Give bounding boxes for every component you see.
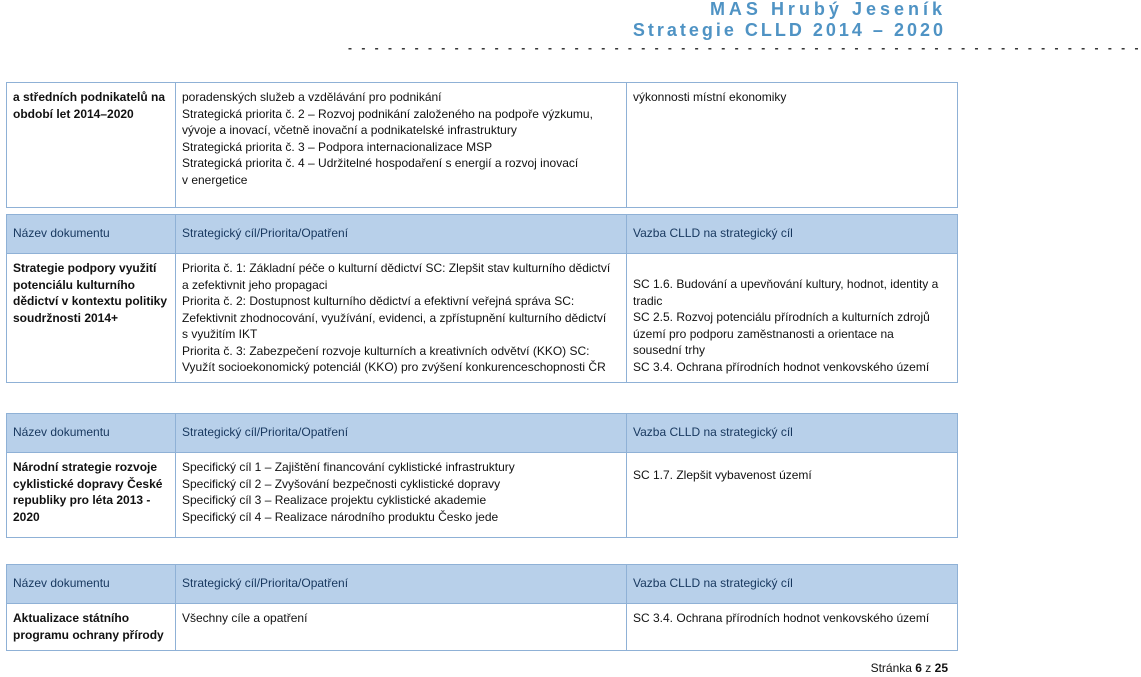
header-subtitle: Strategie CLLD 2014 – 2020 [632,20,946,40]
goal-cell [176,254,627,383]
goal-line: Zefektivnit zhodnocování, využívání, evidenci, a zpřístupnění kulturního dědictví [182,310,607,325]
goal-line: Strategická priorita č. 3 – Podpora internacionalizace MSP [182,139,493,154]
doc-name: Národní strategie rozvoje cyklistické dopravy České republiky pro léta 2013 - 2020 [7,453,176,538]
link-line: území pro podporu zaměstnanosti a orientace na [633,326,894,341]
link-cell [627,453,958,538]
header-title: MAS Hrubý Jeseník [709,0,946,19]
link-line: SC 3.4. Ochrana přírodních hodnot venkovského území [633,611,930,625]
header-goal: Strategický cíl/Priorita/Opatření [176,215,627,254]
top-continuation-table [6,82,958,208]
goal-line: Využít socioekonomický potenciál (KKO) pro zvýšení konkurenceschopnosti ČR [182,360,606,374]
goal-line: Priorita č. 2: Dostupnost kulturního dědictví a efektivní veřejná správa SC: [182,294,575,308]
header-document: Název dokumentu [7,215,176,254]
goal-line: Specifický cíl 4 – Realizace národního produktu Česko jede [182,509,499,524]
goal-cell [176,604,627,651]
goal-line: Všechny cíle a opatření [182,611,308,625]
header-goal: Strategický cíl/Priorita/Opatření [176,565,627,604]
goal-line: vývoje a inovací, včetně inovační a podnikatelské infrastruktury [182,123,517,137]
goal-line: Specifický cíl 3 – Realizace projektu cyklistické akademie [182,493,487,507]
footer-total-pages: 25 [934,661,948,675]
table-row [7,83,958,208]
table-row [7,604,958,651]
header-dash-rule: - - - - - - - - - - - - - - - - - - - - - - - - - - - - - - - - - - - - - - - - - - - - - - - - - - - - - - - - - - - - [348,41,1141,55]
link-line: SC 2.5. Rozvoj potenciálu přírodních a kulturních zdrojů [633,310,930,324]
goal-line: a zefektivnit jeho propagaci [182,277,328,292]
footer-prefix: Stránka [870,661,912,675]
strategy-table-1 [6,214,958,383]
table-header-row [7,215,958,254]
link-line: SC 1.6. Budování a upevňování kultury, hodnot, identity a [633,277,939,291]
strategy-table-2 [6,413,958,538]
link-line: SC 3.4. Ochrana přírodních hodnot venkovského území [633,359,930,374]
table-header-row [7,565,958,604]
goal-line: Priorita č. 1: Základní péče o kulturní dědictví SC: Zlepšit stav kulturního dědictví [182,261,611,275]
header-goal: Strategický cíl/Priorita/Opatření [176,414,627,453]
link-line: sousední trhy [633,343,706,357]
top-link-cell: výkonnosti místní ekonomiky [627,83,958,208]
table-header-row [7,414,958,453]
header-link: Vazba CLLD na strategický cíl [627,565,958,604]
link-line: tradic [633,293,663,308]
header-document: Název dokumentu [7,565,176,604]
header-document: Název dokumentu [7,414,176,453]
doc-name: Strategie podpory využití potenciálu kulturního dědictví v kontextu politiky soudržnosti 2014+ [7,254,176,383]
footer-of: z [925,661,932,675]
top-goal-cell [176,83,627,208]
table-row [7,254,958,383]
goal-line: Specifický cíl 1 – Zajištění financování cyklistické infrastruktury [182,460,515,474]
goal-line: Specifický cíl 2 – Zvyšování bezpečnosti cyklistické dopravy [182,476,501,491]
strategy-table-3 [6,564,958,651]
header-link: Vazba CLLD na strategický cíl [627,414,958,453]
link-cell [627,604,958,651]
footer-page-number: 6 [915,661,922,675]
goal-cell [176,453,627,538]
goal-line: Priorita č. 3: Zabezpečení rozvoje kulturních a kreativních odvětví (KKO) SC: [182,343,590,358]
doc-name: Aktualizace státního programu ochrany přírody [7,604,176,651]
page-footer [871,661,948,675]
goal-line: Strategická priorita č. 2 – Rozvoj podnikání založeného na podpoře výzkumu, [182,106,593,121]
header-link: Vazba CLLD na strategický cíl [627,215,958,254]
goal-line: s využitím IKT [182,327,258,341]
goal-line: poradenských služeb a vzdělávání pro podnikání [182,90,442,104]
top-doc-name: a středních podnikatelů na období let 2014–2020 [7,83,176,208]
link-cell [627,254,958,383]
table-row [7,453,958,538]
link-line: SC 1.7. Zlepšit vybavenost území [633,468,812,482]
goal-line: Strategická priorita č. 4 – Udržitelné hospodaření s energií a rozvoj inovací [182,156,579,170]
goal-line: v energetice [182,172,248,187]
